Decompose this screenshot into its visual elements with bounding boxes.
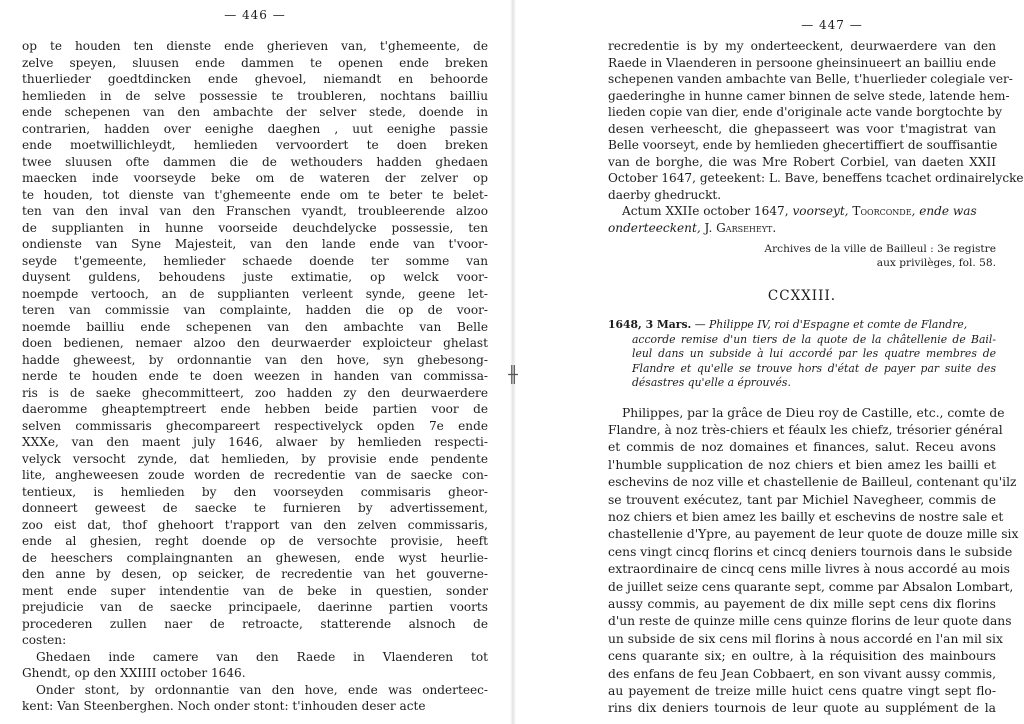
text-line: doen bedienen, nemaer alzoo den deurwaerder exploicteur ghelast: [22, 336, 488, 350]
text-line: Ghendt, op den XXIIII october 1646.: [22, 666, 246, 680]
text-line: de supplianten in hunne voorseide deuchdelycke possessie, ten: [22, 220, 488, 235]
text-line: maecken inde voorseyde beke om de wateren der zelver op: [22, 171, 488, 185]
right-page-top-text: [608, 38, 1024, 203]
text-line: aux privilèges, fol. 58.: [876, 257, 996, 269]
text-line: desen verheescht, die ghepasseert was voor t'magistrat van: [608, 121, 996, 136]
text-line: ende al ghesien, reght doende op de versochte provisie, heeft: [22, 534, 488, 548]
text-line: costen:: [22, 633, 67, 647]
actum-line: Actum XXIIe october 1647, voorseyt, Toorconde, ende was: [622, 204, 977, 218]
text-line: van de borghe, die was Mre Robert Corbiel, van daeten XXII: [608, 154, 996, 169]
text-line: hadde gheweest, by ordonnantie van den hove, syn ghebesong-: [22, 352, 488, 367]
text-line: op te houden ten dienste ende gherieven van, t'ghemeente, de: [22, 39, 488, 53]
text-line: daeromme gheaptemptreert ende hebben beide partien voor de: [22, 402, 488, 416]
text-line: teren van commissie van complainte, hadden die op de voor-: [22, 303, 488, 317]
summary-date: 1648, 3 Mars.: [608, 318, 692, 331]
left-page-body: [22, 38, 488, 715]
text-line: tentieux, is hemlieden by den voorseyden commisaris gheor-: [22, 484, 488, 499]
text-line: hemlieden in de selve possessie te troubleren, nochtans bailliu: [22, 88, 488, 103]
text-line: lite, angheweesen zoude worden de recredentie van de saecke con-: [22, 468, 488, 482]
text-line: d'un reste de quinze mille cens quinze florins de leur quote dans: [608, 614, 1012, 629]
text-line: ment ende super intendentie van de beke in questien, sonder: [22, 583, 488, 598]
text-line: prejudicie van de saecke principaele, daerinne partien voorts: [22, 600, 488, 614]
gutter-binding-mark: ╫: [508, 365, 518, 384]
text-line: Flandre et qu'elle se trouve hors d'état de payer par suite des: [632, 361, 996, 375]
text-line: ondienste van Syne Majesteit, van den lande ende van t'voor-: [22, 237, 488, 251]
archive-reference: [608, 242, 996, 270]
text-line: l'humble supplication de noz chiers et bien amez les bailli et: [608, 457, 996, 472]
text-line: procederen zullen naer de retroacte, statterende alsnoch de: [22, 616, 488, 631]
text-line: kent: Van Steenberghen. Noch onder stont: t'inhouden deser acte: [22, 699, 426, 713]
right-page-number: — 447 —: [801, 18, 863, 32]
text-line: au payement de treize mille huict cens quatre vingt sept flo-: [608, 684, 996, 698]
actum-signature-line: onderteeckent, J. Garseheyt.: [608, 220, 777, 235]
text-line: October 1647, geteekent: L. Bave, beneffens tcachet ordinairelycke: [608, 171, 1024, 185]
text-line: ende moetwillichleydt, hemlieden vervoordert te doen breken: [22, 138, 488, 152]
text-line: gaederinghe in hunne camer binnen de selve stede, latende hem-: [608, 88, 1010, 103]
text-line: des enfans de feu Jean Cobbaert, en son vivant aussy commis,: [608, 666, 996, 681]
text-line: schepenen vanden ambachte van Belle, t'huerlieder colegiale ver-: [608, 72, 1013, 86]
text-line: Onder stont, by ordonnantie van den hove, ende was onderteec-: [36, 682, 488, 697]
right-page: [512, 0, 1024, 724]
text-line: de heeschers complaingnanten an ghewesen, ende wyst heurlie-: [22, 550, 488, 565]
text-line: aussy commis, au payement de dix mille sept cens dix florins: [608, 596, 996, 611]
text-line: ten van den inval van den Franschen vyandt, troubleerende alzoo: [22, 204, 488, 218]
document-summary: [608, 318, 996, 391]
text-line: noempde vertooch, an de supplianten verleent synde, geene let-: [22, 286, 488, 301]
text-line: se trouvent exécutez, tant par Michiel Navegheer, commis de: [608, 492, 996, 507]
text-line: zoo eist dat, thof ghehoort t'rapport van den zelven commissaris,: [22, 517, 488, 532]
text-line: daerby ghedruckt.: [608, 187, 722, 202]
left-page-number: — 446 —: [224, 8, 286, 22]
text-line: de juillet seize cens quarante sept, comme par Absalon Lombart,: [608, 579, 1014, 594]
text-line: XXXe, van den maent july 1646, alwaer by hemlieden respecti-: [22, 435, 488, 449]
text-line: zelve speyen, sluusen ende dammen te openen ende breken: [22, 55, 488, 70]
summary-first-line: 1648, 3 Mars. — Philippe IV, roi d'Espagne et comte de Flandre,: [608, 318, 968, 331]
text-line: accorde remise d'un tiers de la quote de la châtellenie de Bail-: [632, 332, 996, 346]
text-line: twee sluusen ofte dammen die de wethouders hadden ghedaen: [22, 154, 488, 169]
text-line: thuerlieder goedtdincken ende ghevoel, niemandt en behoorde: [22, 72, 488, 86]
text-line: recredentie is by my onderteeckent, deurwaerdere van den: [608, 39, 996, 53]
section-number: CCXXIII.: [767, 288, 837, 304]
text-line: ende schepenen van den ambachte der selver stede, doende in: [22, 105, 488, 119]
text-line: Ghedaen inde camere van den Raede in Vlaenderen tot: [36, 649, 488, 664]
text-line: lieden copie van dier, ende d'originale acte vande borgtochte by: [608, 105, 1002, 119]
text-line: velyck versocht zynde, dat hemlieden, by provisie ende pendente: [22, 451, 488, 466]
text-line: un subside de six cens mil florins à nous accordé en l'an mil six: [608, 631, 1003, 646]
text-line: seyde t'gemeente, hemlieder schaede doende ter somme van: [22, 253, 488, 268]
text-line: cens quarante six; en oultre, à la réquisition des mainbours: [608, 649, 996, 664]
text-line: cens vingt cincq florins et cincq deniers tournois dans le subside: [608, 544, 1013, 559]
text-line: te houden, tot dienste van t'ghemeente ende om te beter te belet-: [22, 187, 488, 202]
text-line: contrarien, hadden over eenighe daeghen , uut eenighe passie: [22, 121, 488, 136]
text-line: donneert geweest de saecke te furnieren by advertissement,: [22, 501, 488, 515]
text-line: leul dans un subside à lui accordé par les quatre membres de: [632, 347, 996, 360]
text-line: nerde te houden ende te doen weezen in handen van commissa-: [22, 369, 488, 383]
text-line: Belle voorseyt, ende by hemlieden ghecertiffiert de souffisantie: [608, 138, 998, 152]
text-line: Philippes, par la grâce de Dieu roy de Castille, etc., comte de: [622, 405, 1005, 420]
text-line: Flandre, à noz très-chiers et féaulx les chiefz, trésorier général: [608, 422, 1003, 437]
text-line: ris is de saeke ghecommitteert, zoo hadden zy den deurwaerdere: [22, 385, 488, 400]
text-line: noemde bailliu ende schepenen van den ambachte van Belle: [22, 319, 488, 334]
text-line: eschevins de noz ville et chastellenie de Bailleul, contenant qu'ilz: [608, 475, 1017, 490]
text-line: Archives de la ville de Bailleul : 3e registre: [764, 243, 996, 255]
text-line: rins dix deniers tournois de leur quote au supplément de la: [608, 701, 996, 716]
text-line: den anne by desen, op seicker, de recredentie van het gouverne-: [22, 567, 488, 581]
text-line: Raede in Vlaenderen in persoone gheinsinueert an bailliu ende: [608, 55, 996, 70]
text-line: noz chiers et bien amez les bailly et eschevins de nostre sale et: [608, 509, 1004, 524]
text-line: chastellenie d'Ypre, au payement de leur quote de douze mille six: [608, 527, 1019, 542]
text-line: duysent guldens, behoudens juste extimatie, op welck voor-: [22, 270, 488, 284]
right-page-body: [608, 405, 1019, 718]
text-line: et commis de noz domaines et finances, salut. Receu avons: [608, 440, 996, 455]
text-line: extraordinaire de cincq cens mille livres à nous accordé au mois: [608, 562, 1010, 577]
text-line: selven commissaris ghecompareert respectivelyck opden 7e ende: [22, 418, 488, 433]
text-line: désastres qu'elle a éprouvés.: [632, 376, 791, 389]
